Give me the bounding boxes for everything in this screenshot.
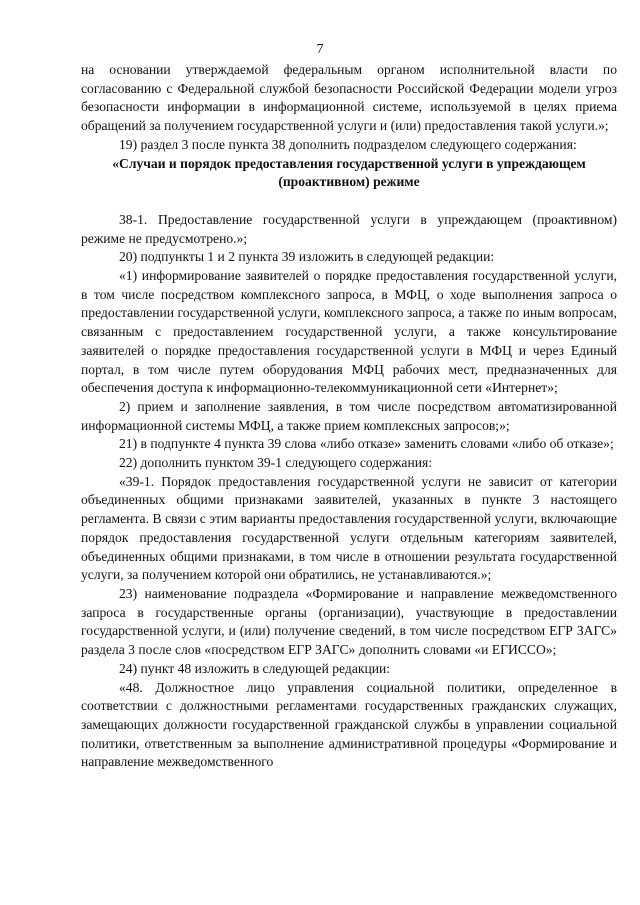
subsection-heading: «Случаи и порядок предоставления государственной услуги в упреждающем (проактивном) режиме: [112, 155, 586, 190]
paragraph: «39-1. Порядок предоставления государственной услуги не зависит от категории объединенных общими признаками заявителей, указанных в пункте 3 настоящего регламента. В связи с этим варианты предоставления государственной услуги, включающие порядок предоставления государственной услуги отдельным категориям заявителей, объединенных общими признаками, в том числе в отношении результата государственной услуги, за получением которой они обратились, не устанавливаются.»;: [81, 473, 617, 583]
paragraph: 20) подпункты 1 и 2 пункта 39 изложить в следующей редакции:: [119, 249, 495, 265]
paragraph: «48. Должностное лицо управления социальной политики, определенное в соответствии с должностными регламентами государственных гражданских служащих, замещающих должности государственной гражданской службы в управлении социальной политики, ответственным за выполнение административной процедуры «Формирование и направление межведомственного: [81, 679, 617, 770]
page-number: 7: [316, 42, 324, 57]
paragraph: на основании утверждаемой федеральным органом исполнительной власти по согласованию с Федеральной службой безопасности Российской Федерации модели угроз безопасности информации в информационной системе, используемой в целях приема обращений за получением государственной услуги и (или) предоставления такой услуги.»;: [81, 62, 617, 134]
paragraph: 24) пункт 48 изложить в следующей редакции:: [119, 660, 391, 676]
paragraph: 22) дополнить пунктом 39-1 следующего содержания:: [119, 455, 433, 471]
paragraph: «1) информирование заявителей о порядке предоставления государственной услуги, в том числе посредством комплексного запроса, в МФЦ, о ходе выполнения запроса о предоставлении государственной услуги, комплексного запроса, а также по иным вопросам, связанным с предоставлением государственной услуги, а также консультирование заявителей о порядке предоставления государственной услуги в МФЦ и через Единый портал, в том числе путем оборудования МФЦ рабочих мест, предназначенных для обеспечения доступа к информационно-телекоммуникационной сети «Интернет»;: [81, 268, 617, 396]
spacer: [81, 192, 617, 211]
paragraph: 38-1. Предоставление государственной услуги в упреждающем (проактивном) режиме не предусмотрено.»;: [81, 211, 617, 246]
document-body: [81, 61, 617, 772]
paragraph: 23) наименование подраздела «Формирование и направление межведомственного запроса в государственные органы (организации), участвующие в предоставлении государственной услуги, и (или) получение сведений, в том числе посредством ЕГР ЗАГС» раздела 3 после слов «посредством ЕГР ЗАГС» дополнить словами «и ЕГИССО»;: [81, 585, 617, 658]
paragraph: 2) прием и заполнение заявления, в том числе посредством автоматизированной информационной системы МФЦ, а также прием комплексных запросов;»;: [81, 398, 617, 433]
paragraph: 19) раздел 3 после пункта 38 дополнить подразделом следующего содержания:: [119, 136, 577, 152]
paragraph: 21) в подпункте 4 пункта 39 слова «либо отказе» заменить словами «либо об отказе»;: [119, 436, 614, 452]
